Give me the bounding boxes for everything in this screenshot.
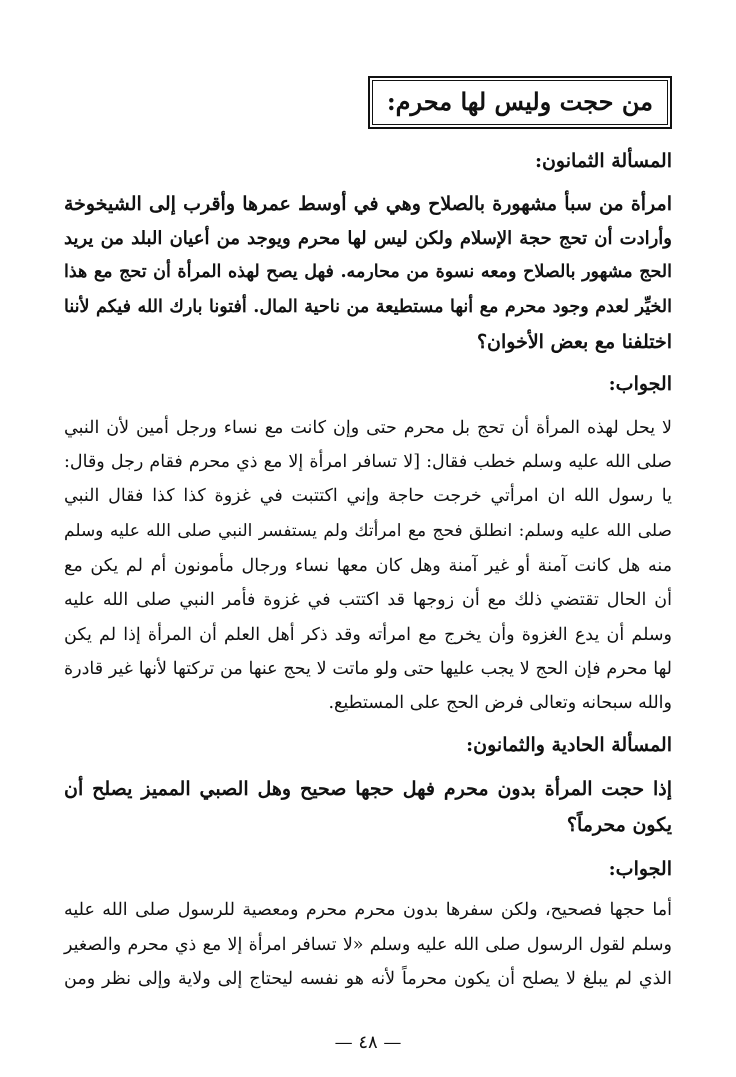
answer-80-line: يا رسول الله ان امرأتي خرجت حاجة وإني اكتتبت في غزوة كذا كذا فقال النبي bbox=[64, 486, 672, 506]
answer-81-line: أما حجها فصحيح، ولكن سفرها بدون محرم محرم ومعصية للرسول صلى الله عليه bbox=[64, 900, 672, 920]
answer-80-label: الجواب: bbox=[608, 373, 672, 395]
answer-80-line: صلى الله عليه وسلم: انطلق فحج مع امرأتك ولم يستفسر النبي صلى الله عليه وسلم bbox=[64, 521, 672, 541]
question-80-line: اختلفنا مع بعض الأخوان؟ bbox=[476, 331, 672, 353]
question-81-line: إذا حجت المرأة بدون محرم فهل حجها صحيح وهل الصبي المميز يصلح أن bbox=[64, 778, 672, 800]
question-81-line: يكون محرماً؟ bbox=[566, 814, 672, 836]
section-title-box bbox=[368, 76, 672, 129]
section-title: من حجت وليس لها محرم: bbox=[372, 80, 668, 125]
page-number: — ٤٨ — bbox=[334, 1032, 402, 1053]
answer-80-line: لها محرم فإن الحج لا يجب عليها حتى ولو ماتت لا يحج عنها من تركتها لأنها غير قادرة bbox=[64, 659, 672, 679]
answer-80-line: والله سبحانه وتعالى فرض الحج على المستطيع. bbox=[328, 693, 672, 713]
question-81-label: المسألة الحادية والثمانون: bbox=[466, 734, 672, 756]
answer-80-line: وسلم أن يدع الغزوة وأن يخرج مع امرأته وقد ذكر أهل العلم أن المرأة إذا لم يكن bbox=[64, 625, 672, 645]
page bbox=[64, 0, 672, 1077]
answer-80-line: صلى الله عليه وسلم خطب فقال: [لا تسافر امرأة إلا مع ذي محرم فقام رجل وقال: bbox=[64, 452, 672, 472]
answer-81-line: وسلم لقول الرسول صلى الله عليه وسلم «لا تسافر امرأة إلا مع ذي محرم والصغير bbox=[64, 935, 672, 955]
question-80-line: امرأة من سبأ مشهورة بالصلاح وهي في أوسط عمرها وأقرب إلى الشيخوخة bbox=[64, 193, 672, 215]
answer-80-line: منه هل كانت آمنة أو غير آمنة وهل كان معها نساء ورجال مأمونون أم لم يكن مع bbox=[64, 556, 672, 576]
question-80-line: الخيِّر لعدم وجود محرم مع أنها مستطيعة من ناحية المال. أفتونا بارك الله فيكم لأننا bbox=[64, 297, 672, 317]
answer-80-line: لا يحل لهذه المرأة أن تحج بل محرم حتى وإن كانت مع نساء ورجل أمين لأن النبي bbox=[64, 418, 672, 438]
answer-80-line: أن الحال تقتضي ذلك مع أن زوجها قد اكتتب في غزوة فأمر النبي صلى الله عليه bbox=[64, 590, 672, 610]
answer-81-label: الجواب: bbox=[608, 858, 672, 880]
question-80-line: وأرادت أن تحج حجة الإسلام ولكن ليس لها محرم ويوجد من أعيان البلد من يريد bbox=[64, 228, 672, 249]
question-80-label: المسألة الثمانون: bbox=[534, 150, 672, 172]
answer-81-line: الذي لم يبلغ لا يصلح أن يكون محرماً لأنه هو نفسه ليحتاج إلى ولاية وإلى نظر ومن bbox=[64, 969, 672, 989]
question-80-line: الحج مشهور بالصلاح ومعه نسوة من محارمه. فهل يصح لهذه المرأة أن تحج مع هذا bbox=[64, 262, 672, 282]
